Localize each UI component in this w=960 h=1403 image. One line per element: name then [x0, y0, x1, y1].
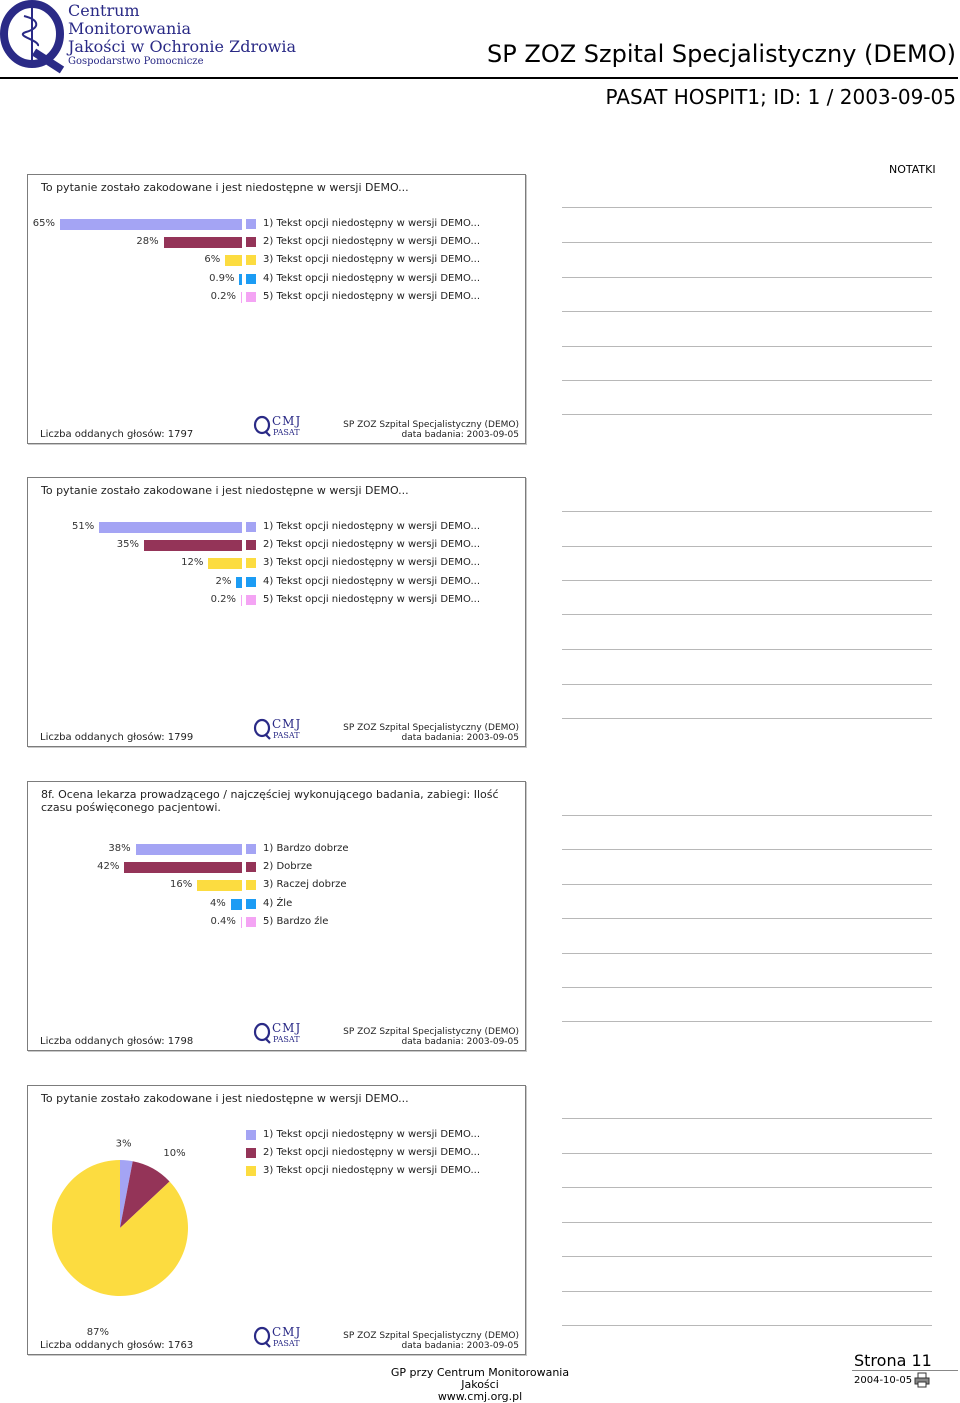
footer-org: GP przy Centrum Monitorowania Jakości	[390, 1366, 570, 1391]
note-line	[562, 987, 932, 988]
logo-line-3: Jakości w Ochronie Zdrowia	[68, 37, 297, 56]
note-line	[562, 815, 932, 816]
vote-count: Liczba oddanych głosów: 1797	[40, 429, 194, 440]
panel-footer	[343, 420, 519, 440]
note-line	[562, 649, 932, 650]
legend-swatch	[246, 522, 256, 532]
pie-slice-label: 87%	[86, 1327, 109, 1339]
survey-id: PASAT HOSPIT1; ID: 1 / 2003-09-05	[605, 85, 956, 109]
option-label: 1) Tekst opcji niedostępny w wersji DEMO...	[263, 1129, 480, 1140]
logo-q-icon	[0, 0, 66, 72]
bar	[60, 219, 242, 230]
bar-row	[28, 577, 525, 589]
question-text: To pytanie zostało zakodowane i jest niedostępne w wersji DEMO...	[41, 1092, 409, 1105]
print-date: 2004-10-05	[854, 1375, 913, 1386]
note-line	[562, 1021, 932, 1022]
chart-panel	[27, 174, 526, 444]
legend-swatch	[246, 917, 256, 927]
footer-url[interactable]: www.cmj.org.pl	[437, 1390, 523, 1403]
note-line	[562, 1118, 932, 1119]
bar-value-label: 35%	[116, 539, 139, 551]
note-line	[562, 684, 932, 685]
note-line	[562, 1291, 932, 1292]
legend-row	[28, 1166, 525, 1178]
bar-value-label: 6%	[204, 254, 221, 266]
bar	[197, 880, 242, 891]
note-line	[562, 918, 932, 919]
option-label: 3) Tekst opcji niedostępny w wersji DEMO...	[263, 557, 480, 569]
option-label: 4) Źle	[263, 897, 293, 909]
footer-divider	[852, 1370, 958, 1371]
vote-count: Liczba oddanych głosów: 1798	[40, 1036, 194, 1047]
printer-icon[interactable]	[914, 1373, 930, 1387]
chart-panel	[27, 781, 526, 1051]
note-line	[562, 380, 932, 381]
bar-value-label: 38%	[108, 843, 131, 854]
option-label: 1) Bardzo dobrze	[263, 843, 349, 854]
bar-value-label: 0.4%	[210, 915, 236, 927]
vote-count: Liczba oddanych głosów: 1799	[40, 732, 194, 743]
bar-row	[28, 899, 525, 911]
note-line	[562, 511, 932, 512]
vote-count: Liczba oddanych głosów: 1763	[40, 1340, 194, 1351]
pie-slice-label: 10%	[163, 1147, 186, 1159]
page-number: Strona 11	[854, 1351, 932, 1370]
panel-logo-sub: PASAT	[273, 428, 300, 437]
notes-label: NOTATKI	[889, 163, 936, 176]
note-line	[562, 1222, 932, 1223]
note-line	[562, 1256, 932, 1257]
note-line	[562, 414, 932, 415]
panel-logo-sub: PASAT	[273, 731, 300, 740]
option-label: 2) Tekst opcji niedostępny w wersji DEMO...	[263, 236, 480, 248]
bar-row	[28, 522, 525, 534]
bar-row	[28, 844, 525, 856]
panel-footer-hospital: SP ZOZ Szpital Specjalistyczny (DEMO)	[343, 420, 519, 430]
bar-value-label: 16%	[169, 879, 193, 891]
panel-cmj-logo	[252, 716, 304, 744]
note-line	[562, 718, 932, 719]
option-label: 5) Tekst opcji niedostępny w wersji DEMO...	[263, 290, 480, 302]
bar	[99, 522, 242, 533]
panel-logo-sub: PASAT	[273, 1339, 300, 1348]
panel-logo-sub: PASAT	[273, 1035, 300, 1044]
note-line	[562, 207, 932, 208]
option-label: 5) Bardzo źle	[263, 915, 329, 927]
option-label: 2) Tekst opcji niedostępny w wersji DEMO...	[263, 539, 480, 551]
question-text: 8f. Ocena lekarza prowadzącego / najczęściej wykonującego badania, zabiegi: Ilość czasu poświęconego pacjentowi.	[41, 788, 499, 814]
panel-logo-text: CMJ	[272, 1325, 302, 1339]
option-label: 3) Tekst opcji niedostępny w wersji DEMO...	[263, 254, 480, 266]
note-line	[562, 1153, 932, 1154]
bar	[136, 844, 242, 855]
panel-footer-hospital: SP ZOZ Szpital Specjalistyczny (DEMO)	[343, 723, 519, 733]
legend-swatch	[246, 862, 256, 872]
legend-swatch	[246, 255, 256, 265]
legend-swatch	[246, 844, 256, 854]
bar-value-label: 28%	[136, 236, 159, 248]
bar-value-label: 65%	[32, 218, 55, 229]
option-label: 2) Tekst opcji niedostępny w wersji DEMO...	[263, 1147, 480, 1159]
bar-row	[28, 880, 525, 892]
note-line	[562, 580, 932, 581]
note-line	[562, 277, 932, 278]
note-line	[562, 614, 932, 615]
bar-row	[28, 274, 525, 286]
header-divider	[0, 77, 958, 79]
bar-value-label: 51%	[71, 521, 95, 532]
legend-swatch	[246, 219, 256, 229]
option-label: 3) Tekst opcji niedostępny w wersji DEMO...	[263, 1165, 480, 1177]
panel-logo-text: CMJ	[272, 414, 302, 428]
panel-logo-text: CMJ	[272, 717, 302, 731]
logo-line-2: Monitorowania	[68, 19, 191, 38]
legend-swatch	[246, 274, 256, 284]
bar-value-label: 2%	[215, 575, 232, 587]
note-line	[562, 1187, 932, 1188]
bar-row	[28, 862, 525, 874]
bar-value-label: 0.2%	[210, 290, 236, 302]
bar-row	[28, 558, 525, 570]
bar-value-label: 4%	[209, 897, 226, 909]
legend-row	[28, 1148, 525, 1160]
bar-row	[28, 292, 525, 304]
option-label: 4) Tekst opcji niedostępny w wersji DEMO...	[263, 272, 480, 284]
panel-footer-date: data badania: 2003-09-05	[401, 1341, 519, 1351]
bar	[144, 540, 242, 551]
panel-footer	[343, 1027, 519, 1047]
option-label: 1) Tekst opcji niedostępny w wersji DEMO...	[263, 521, 480, 532]
panel-cmj-logo	[252, 1324, 304, 1352]
bar-row	[28, 219, 525, 231]
legend-swatch	[246, 558, 256, 568]
option-label: 5) Tekst opcji niedostępny w wersji DEMO...	[263, 593, 480, 605]
panel-cmj-logo	[252, 1020, 304, 1048]
note-line	[562, 953, 932, 954]
legend-swatch	[246, 237, 256, 247]
legend-swatch	[246, 899, 256, 909]
logo-subtitle: Gospodarstwo Pomocnicze	[68, 56, 204, 67]
bar	[236, 577, 242, 588]
bar	[208, 558, 242, 569]
legend-swatch	[246, 1130, 256, 1140]
legend-row	[28, 1130, 525, 1142]
bar	[239, 274, 242, 285]
bar-row	[28, 917, 525, 929]
bar-row	[28, 255, 525, 267]
panel-footer-hospital: SP ZOZ Szpital Specjalistyczny (DEMO)	[343, 1331, 519, 1341]
bar	[241, 595, 242, 606]
panel-footer-date: data badania: 2003-09-05	[401, 430, 519, 440]
panel-footer-hospital: SP ZOZ Szpital Specjalistyczny (DEMO)	[343, 1027, 519, 1037]
panel-footer	[343, 1331, 519, 1351]
bar-row	[28, 595, 525, 607]
legend-swatch	[246, 577, 256, 587]
note-line	[562, 546, 932, 547]
bar	[241, 292, 242, 303]
logo-text	[68, 2, 296, 68]
chart-panel	[27, 1085, 526, 1355]
panel-footer-date: data badania: 2003-09-05	[401, 1037, 519, 1047]
bar	[241, 917, 242, 928]
option-label: 4) Tekst opcji niedostępny w wersji DEMO...	[263, 575, 480, 587]
panel-logo-text: CMJ	[272, 1021, 302, 1035]
legend-swatch	[246, 1148, 256, 1158]
panel-cmj-logo	[252, 413, 304, 441]
bar	[231, 899, 242, 910]
bar-row	[28, 540, 525, 552]
option-label: 2) Dobrze	[263, 861, 313, 873]
legend-swatch	[246, 292, 256, 302]
panel-footer-date: data badania: 2003-09-05	[401, 733, 519, 743]
note-line	[562, 884, 932, 885]
bar-row	[28, 237, 525, 249]
bar	[124, 862, 242, 873]
question-text: To pytanie zostało zakodowane i jest niedostępne w wersji DEMO...	[41, 181, 409, 194]
option-label: 1) Tekst opcji niedostępny w wersji DEMO...	[263, 218, 480, 229]
chart-panel	[27, 477, 526, 747]
bar-value-label: 0.9%	[209, 272, 235, 284]
bar	[164, 237, 242, 248]
legend-swatch	[246, 1166, 256, 1176]
panel-footer	[343, 723, 519, 743]
pie-slice-label: 3%	[115, 1138, 132, 1150]
note-line	[562, 346, 932, 347]
note-line	[562, 242, 932, 243]
bar	[225, 255, 242, 266]
bar-value-label: 42%	[97, 861, 120, 873]
footer-credit	[380, 1367, 580, 1403]
note-line	[562, 311, 932, 312]
legend-swatch	[246, 880, 256, 890]
note-line	[562, 849, 932, 850]
legend-swatch	[246, 595, 256, 605]
note-line	[562, 1325, 932, 1326]
hospital-title: SP ZOZ Szpital Specjalistyczny (DEMO)	[487, 40, 956, 68]
bar-value-label: 12%	[181, 557, 204, 569]
option-label: 3) Raczej dobrze	[263, 879, 347, 891]
question-text: To pytanie zostało zakodowane i jest niedostępne w wersji DEMO...	[41, 484, 409, 497]
bar-value-label: 0.2%	[210, 593, 236, 605]
logo-line-1: Centrum	[68, 1, 140, 20]
legend-swatch	[246, 540, 256, 550]
